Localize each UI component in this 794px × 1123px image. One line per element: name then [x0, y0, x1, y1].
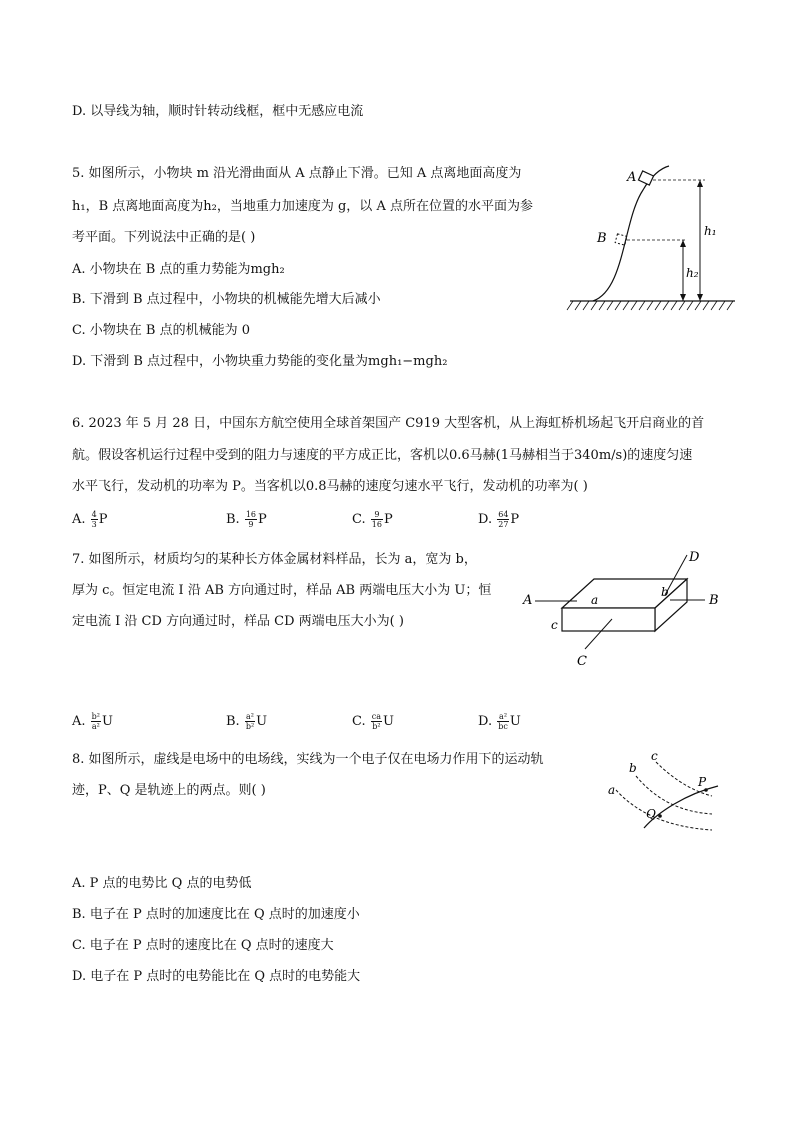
label-h2: h₂ [686, 266, 699, 280]
q8-option-b: B. 电子在 P 点时的加速度比在 Q 点时的加速度小 [72, 907, 360, 922]
q6-stem-line3: 水平飞行，发动机的功率为 P。当客机以0.8马赫的速度匀速水平飞行，发动机的功率为( ) [72, 479, 588, 494]
q6-option-a: A. $\frac{4}{3}$ P [72, 510, 108, 529]
label-d-terminal: D [689, 550, 700, 565]
label-line-c: c [651, 749, 658, 763]
label-c-terminal: C [577, 654, 587, 669]
label-line-a: a [608, 783, 616, 797]
q7-option-c: C. $\frac{ca}{\text{b²}}$ U [352, 712, 394, 731]
q5-stem-line1: 5. 如图所示，小物块 m 沿光滑曲面从 A 点静止下滑。已知 A 点离地面高度为 [72, 166, 522, 181]
q6-option-d: D. $\frac{64}{27}$ P [478, 510, 520, 529]
label-a: A [627, 170, 637, 185]
q7-stem-line1: 7. 如图所示，材质均匀的某种长方体金属材料样品，长为 a，宽为 b， [72, 552, 477, 567]
q8-option-a: A. P 点的电势比 Q 点的电势低 [72, 876, 252, 891]
q5-figure-slope [565, 160, 745, 320]
q7-stem-line2: 厚为 c。恒定电流 I 沿 AB 方向通过时，样品 AB 两端电压大小为 U；恒 [72, 583, 492, 598]
q5-stem-line3: 考平面。下列说法中正确的是( ) [72, 230, 256, 245]
label-thickness-c: c [551, 618, 558, 632]
label-a-terminal: A [523, 593, 533, 608]
q5-option-d: D. 下滑到 B 点过程中，小物块重力势能的变化量为mgh₁−mgh₂ [72, 354, 448, 369]
q8-stem-line1: 8. 如图所示，虚线是电场中的电场线，实线为一个电子仅在电场力作用下的运动轨 [72, 752, 544, 767]
q8-stem-line2: 迹，P、Q 是轨迹上的两点。则( ) [72, 783, 266, 798]
label-length-a: a [591, 593, 599, 607]
label-point-q: Q [646, 807, 656, 821]
q8-option-c: C. 电子在 P 点时的速度比在 Q 点时的速度大 [72, 938, 334, 953]
label-h1: h₁ [704, 224, 717, 238]
block-at-a [638, 171, 653, 185]
label-b: B [597, 231, 607, 246]
q6-option-b: B. $\frac{16}{9}$ P [226, 510, 267, 529]
label-point-p: P [698, 775, 707, 789]
label-line-b: b [629, 761, 637, 775]
q7-figure-block [515, 545, 745, 675]
q8-option-d: D. 电子在 P 点时的电势能比在 Q 点时的电势能大 [72, 969, 361, 984]
q6-option-c: C. $\frac{9}{16}$ P [352, 510, 393, 529]
q7-stem-line3: 定电流 I 沿 CD 方向通过时，样品 CD 两端电压大小为( ) [72, 614, 404, 629]
q5-option-a: A. 小物块在 B 点的重力势能为mgh₂ [72, 262, 285, 277]
q7-option-a: A. $\frac{\text{b²}}{\text{a²}}$ U [72, 712, 113, 731]
q5-stem-line2: h₁，B 点离地面高度为h₂，当地重力加速度为 g，以 A 点所在位置的水平面为参 [72, 199, 533, 214]
label-b-terminal: B [709, 593, 719, 608]
q6-stem-line1: 6. 2023 年 5 月 28 日，中国东方航空使用全球首架国产 C919 大型客机，从上海虹桥机场起飞开启商业的首 [72, 416, 705, 431]
q8-figure-field [596, 742, 726, 842]
q7-option-d: D. $\frac{\text{a²}}{bc}$ U [478, 712, 521, 731]
q6-stem-line2: 航。假设客机运行过程中受到的阻力与速度的平方成正比，客机以0.6马赫(1马赫相当于340m/s)的速度匀速 [72, 448, 693, 463]
q4-option-d: D. 以导线为轴，顺时针转动线框，框中无感应电流 [72, 104, 364, 119]
q7-option-b: B. $\frac{\text{a²}}{\text{b²}}$ U [226, 712, 268, 731]
q5-option-c: C. 小物块在 B 点的机械能为 0 [72, 323, 250, 338]
label-width-b: b [661, 585, 669, 599]
q5-option-b: B. 下滑到 B 点过程中，小物块的机械能先增大后减小 [72, 292, 381, 307]
